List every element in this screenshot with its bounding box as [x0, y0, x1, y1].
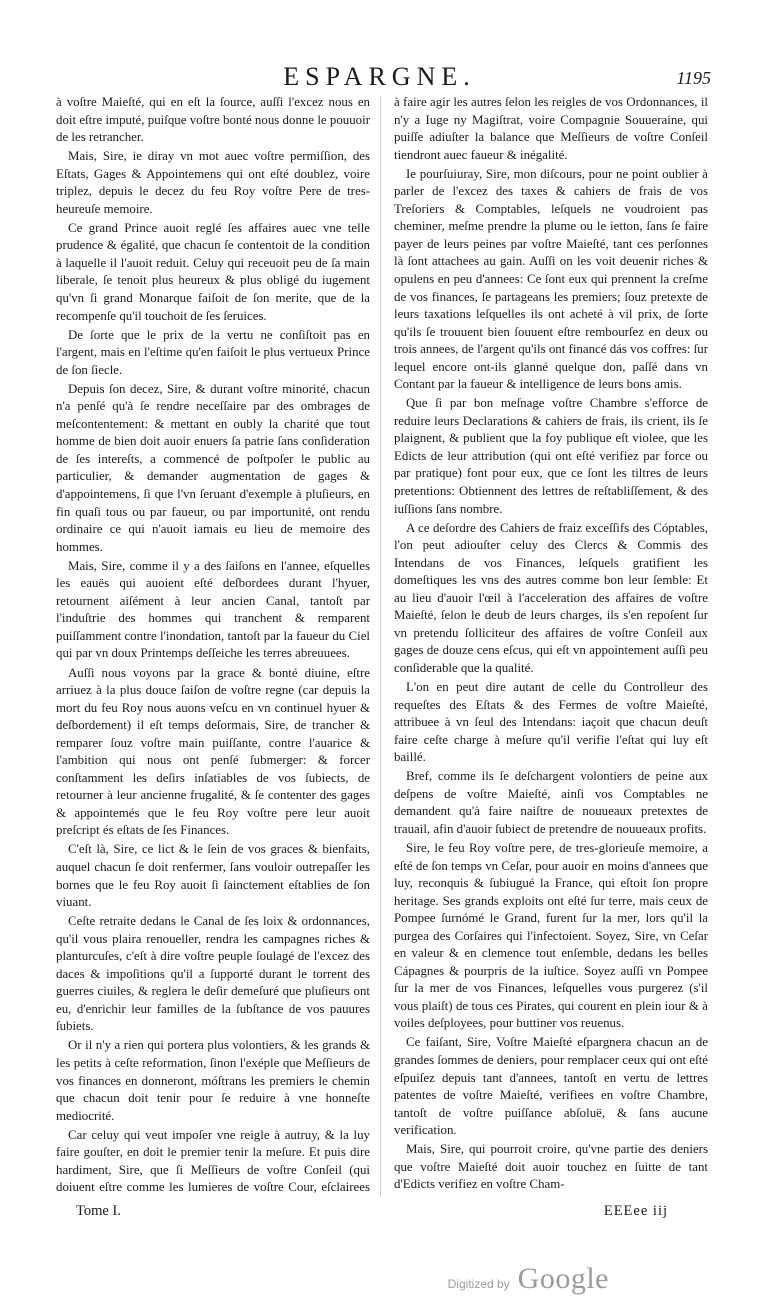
paragraph: Car celuy qui veut impoſer vne reigle à autruy, & la luy faire gouſter, en doit le premier tenir la meſure. Et puis dire hardiment, Sire, que ſi Meſſieurs de voſtre Conſeil (qui doiuent eſtre comme les lumieres de voſtre Cour, eſclairees: [56, 1127, 370, 1195]
paragraph: Auſſi nous voyons par la grace & bonté diuine, eſtre arriuez à la plus douce ſaiſon de voſtre regne (car depuis la mort du feu Roy nous auons veſcu en vn continuel hyuer & deſbordement) il eſt temps deſormais, Sire, de trancher & remparer ſouz voſtre main puiſſante, contre l'auarice & l'ambition qui nous ont penſé ſubmerger: & forcer conſtamment les deſirs inſatiables de vos ſubiects, de retourner à leur ancienne frugalité, & ſe contenter des gages & appointemés que le feu Roy voſtre pere leur auoit preſcript és eſtats de ſes Finances.: [56, 665, 370, 838]
paragraph: A ce deſordre des Cahiers de fraiz exceſſifs des Cóptables, l'on peut adiouſter celuy des Clercs & Commis des Intendans de vos Finances, leſquels gratifient les domeſtiques les vns des autres comme bon leur ſemble: Et au lieu d'auoir l'œil à l'acceleration des affaires de voſtre Maieſté, ſelon le deub de leurs charges, ils s'en repoſent ſur vn pretendu ſolliciteur des affaires de voſtre Conſeil aux gages de douze cens eſcus, qui eſt vn appointement auſſi peu conſiderable que la qualité.: [394, 520, 708, 675]
paragraph: Sire, le feu Roy voſtre pere, de tres-glorieuſe memoire, a eſté de ſon temps vn Ceſar, pour auoir en moins d'annees que luy, reconquis & ſubiugué la France, qui eſtoit ſon propre heritage. Ses grands exploits ont eſté ſur terre, mais ceux de Pompee ſurnómé le Grand, furent ſur la mer, lors qu'il la purgea des Corſaires qui l'infectoient. Soyez, Sire, vn Ceſar en valeur & en clemence tout enſemble, dedans les belles Cápagnes & pourpris de la iuſtice. Soyez auſſi vn Pompee ſur la mer de vos Finances, leſquelles vous purgerez (s'il vous plaiſt) de tous ces Pirates, qui courent en plein iour & à voiles deſployees, pour buttiner vos reuenus.: [394, 840, 708, 1031]
paragraph: Ie pourſuiuray, Sire, mon diſcours, pour ne point oublier à parler de l'excez des taxes & cahiers de frais de vos Treſoriers & Comptables, leſquels ne voudroient pas cheminer, meſme prendre la plume ou le ietton, ſans ſe faire payer de leurs peines par voſtre Maieſté, tant ces perſonnes là ſont attachees au gain. Auſſi on les voit deuenir riches & opulens en peu d'annees: Ce ſont eux qui prennent la creſme de vos finances, ſe partageans les premiers; ſouz pretexte de leurs taxations leſquelles ils ont acheté à vil prix, de ſorte qu'ils ſe trouuent bien ſouuent eſtre rembourſez en deux ou trois annees, de l'argent qu'ils ont financé dás vos coffres: ſur lequel encore ont-ils glanné quelque don, paſſé dans vn Contant par la faueur & intelligence de leurs bons amis.: [394, 166, 708, 392]
paragraph: L'on en peut dire autant de celle du Controlleur des requeſtes des Eſtats & des Fermes de voſtre Maieſté, attribuee à vn ſeul des Intendans: iaçoit que chacun deuſt faire ceſte charge à meſure qu'il verifie l'eſtat qui luy eſt baillé.: [394, 680, 708, 765]
paragraph: Bref, comme ils ſe deſchargent volontiers de peine aux deſpens de voſtre Maieſté, ainſi vos Comptables ne demandent qu'à faire naiſtre de nouueaux pretextes de trauail, afin d'auoir ſubiect de pretendre de nouueaux profits.: [394, 769, 708, 836]
paragraph: Depuis ſon decez, Sire, & durant voſtre minorité, chacun n'a penſé qu'à ſe rendre neceſſaire par des ombrages de meſcontentement: & mettant en oubly la charité que tout homme de bien doit auoir enuers ſa patrie ſans conſideration de ſes intereſts, a commencé de poſtpoſer le public au particulier, & demander augmentation de gages & d'appointemens, ſi que l'vn ſeruant d'exemple à pluſieurs, en fin quaſi tous ou par faueur, ou par importunité, ont rendu ordinaire ce qui n'auoit iamais eu lieu de memoire des hommes.: [56, 381, 370, 554]
paragraph: Ceſte retraite dedans le Canal de ſes loix & ordonnances, qu'il vous plaira renoueller, rendra les campagnes riches & planturcuſes, c'eſt à dire voſtre peuple ſoulagé de l'excez des daces & impoſitions qu'il a ſupporté durant le torrent des guerres ciuiles, & reglera le deſir demeſuré que pluſieurs ont eu, d'enrichir leur familles de la ſubſtance de vos pauures ſubiets.: [56, 914, 370, 1034]
tome-label: Tome I.: [76, 1203, 121, 1219]
running-head: [40, 62, 719, 96]
paragraph: C'eſt là, Sire, ce lict & le ſein de vos graces & bienfaits, auquel chacun ſe doit renfermer, ſans vouloir outrepaſſer les bornes que le feu Roy auoit ſi ſainctement eſtablies de ſon viuant.: [56, 842, 370, 910]
signature-mark: EEEee iij: [603, 1203, 668, 1219]
digitized-watermark: [448, 1262, 609, 1296]
running-title: ESPARGNE.: [283, 62, 476, 91]
page-number: 1195: [676, 68, 711, 88]
paragraph: Mais, Sire, qui pourroit croire, qu'vne partie des deniers que voſtre Maieſté doit auoir touchez en ſuitte de tant d'Edicts verifiez en voſtre Cham-: [394, 1142, 708, 1192]
paragraph: Mais, Sire, ie diray vn mot auec voſtre permiſſion, des Eſtats, Gages & Appointemens qui ont eſté doublez, voire triplez, depuis le decez du feu Roy voſtre Pere de tres-heureuſe memoire.: [56, 149, 370, 216]
paragraph: Ce faiſant, Sire, Voſtre Maieſté eſpargnera chacun an de grandes ſommes de deniers, pour remplacer ceux qui ont eſté eſpuiſez depuis tant d'annees, tantoſt en vertu de lettres patentes de voſtre Maieſté, verifiees en voſtre Chambre, tantoſt de voſtre puiſſance abſoluë, & ſans aucune verification.: [394, 1035, 708, 1138]
watermark-prefix: Digitized by: [447, 1277, 510, 1291]
paragraph: Ce grand Prince auoit reglé ſes affaires auec vne telle prudence & égalité, que chacun ſe contentoit de la condition à laquelle il l'auoit reduit. Celuy qui receuoit peu de ſa main liberale, ſe tenoit plus heureux & plus obligé du iugement qu'vn ſi grand Monarque faiſoit de ſon merite, que de la recompenſe qu'il touchoit de ſes ſeruices.: [56, 220, 370, 323]
text-columns: [56, 94, 708, 1198]
paragraph: Or il n'y a rien qui portera plus volontiers, & les grands & les petits à ceſte reformation, ſinon l'exéple que Meſſieurs de vos finances en donneront, móſtrans les premiers le chemin que chacun doit tenir pour ſe reduire à vne honneſte mediocrité.: [56, 1038, 370, 1123]
left-column: [56, 94, 370, 1198]
paragraph: à voſtre Maieſté, qui en eſt la ſource, auſſi l'excez nous en doit eſtre imputé, puiſque voſtre bonté nous donne le pouuoir de les retrancher.: [56, 95, 370, 145]
paragraph: De ſorte que le prix de la vertu ne conſiſtoit pas en l'argent, mais en l'eſtime qu'en faiſoit le plus vertueux Prince de ſon ſiecle.: [56, 327, 370, 377]
page-footer: [56, 1203, 708, 1227]
paragraph: Mais, Sire, comme il y a des ſaiſons en l'annee, eſquelles les eauës qui auoient eſté deſbordees durant l'hyuer, retournent aiſément à leur ancien Canal, tantoſt par l'induſtrie des hommes qui tranchent & remparent puiſſamment contre l'inondation, tantoſt par la faueur du Ciel qui par vn doux Printemps deſſeiche les terres abreuuees.: [56, 558, 370, 661]
right-column: [394, 94, 708, 1198]
google-logo: Google: [517, 1262, 609, 1295]
paragraph: Que ſi par bon meſnage voſtre Chambre s'efforce de reduire leurs Declarations & cahiers de frais, ils crient, ils ſe plaignent, & publient que la foy publique eſt violee, que les Edicts de leur attribution (qui ont eſté verifiez par force ou par pratique) font pour eux, que ce ſont les tiltres de leurs pretentions: Obtiennent des lettres de reſtabliſſement, & des iuſſions ſans nombre.: [394, 396, 708, 516]
paragraph: à faire agir les autres ſelon les reigles de vos Ordonnances, il n'y a Iuge ny Magiſtrat, voire Compagnie Souueraine, qui puiſſe adiuſter la balance que Meſſieurs de voſtre Conſeil tiendront auec faueur & inégalité.: [394, 95, 708, 162]
